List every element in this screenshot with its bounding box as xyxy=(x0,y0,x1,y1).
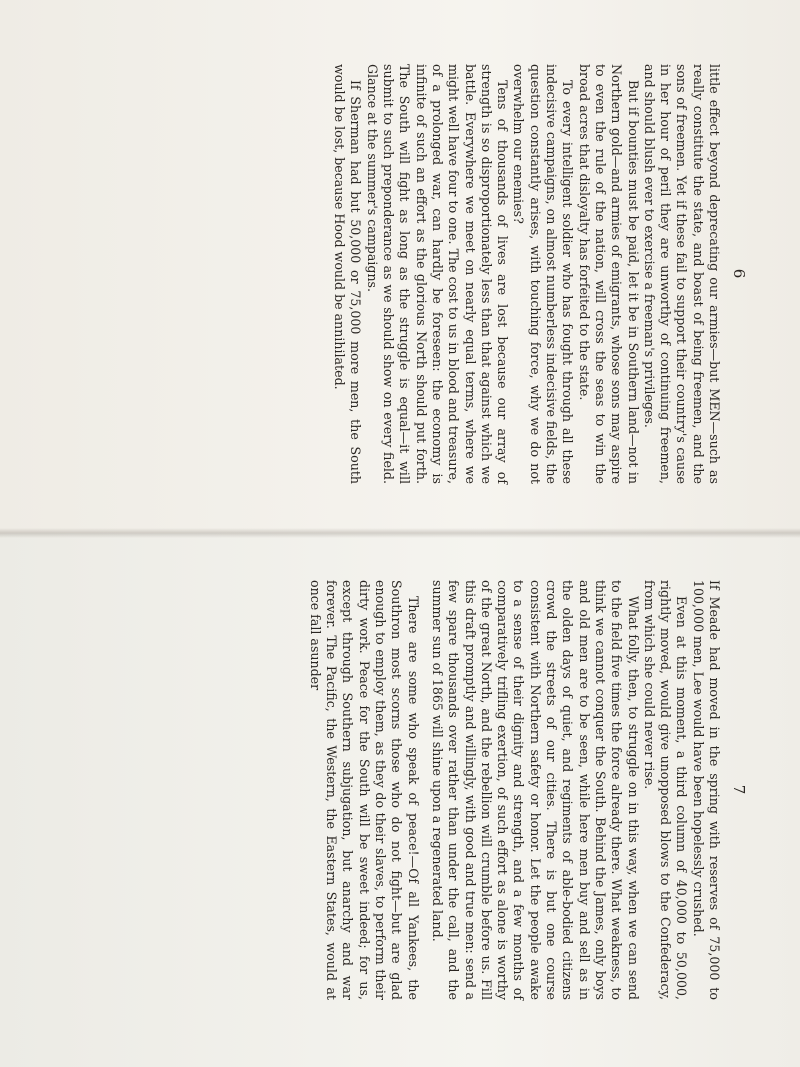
paragraph: Tens of thousands of lives are lost because our array of strength is so disproportionately less than that against which we battle. Everywhere we meet on nearly equal terms, where we might well have four to one. The cost to us in blood and treasure, of a prolonged war, can hardly be foreseen: the economy is infinite of such an effort as the glorious North should put forth. The South will fight as long as the struggle is equal—it will submit to such preponderance as we should show on every field. Glance at the summer's campaigns. xyxy=(364,64,511,484)
page-6 xyxy=(0,0,800,533)
paragraph: There are some who speak of peace!—Of all Yankees, the Southron most scorns those who do not fight—but are glad enough to employ them, as they do their slaves, to perform their dirty work. Peace for the South will be sweet indeed; for us, except through Southern subjugation, but anarchy and war forever. The Pacific, the Western, the Eastern States, would at once fall asunder xyxy=(307,580,421,1000)
page-6-body xyxy=(331,64,722,484)
page-7-text-block xyxy=(140,580,752,1000)
page-number-6: 6 xyxy=(730,268,748,280)
paragraph: If Sherman had but 50,000 or 75,000 more men, the South would be lost, because Hood would be annihilated. xyxy=(332,64,364,484)
page-number-7: 7 xyxy=(730,784,748,796)
paragraph: If Meade had moved in the spring with reserves of 75,000 to 100,000 men, Lee would have been hopelessly crushed. xyxy=(690,580,722,1000)
page-6-text-block xyxy=(200,64,752,484)
page-7 xyxy=(0,533,800,1067)
paragraph: But if bounties must be paid, let it be in Southern land—not in Northern gold—and armies of emigrants, whose sons may aspire to even the rule of the nation, will cross the seas to win the broad acres that disloyalty has forfeited to the state. xyxy=(576,64,641,484)
paragraph: Even at this moment, a third column of 40,000 to 50,000, rightly moved, would give unopposed blows to the Confederacy, from which she could never rise. xyxy=(641,580,690,1000)
paragraph: little effect beyond deprecating our armies—but MEN—such as really constitute the state, and boast of being freemen, and the sons of freemen. Yet if these fail to support their country's cause in her hour of peril they are unworthy of continuing freemen, and should blush ever to exercise a freeman's privileges. xyxy=(641,64,722,484)
page-7-body xyxy=(307,580,722,1000)
paragraph: To every intelligent soldier who has fought through all these indecisive campaigns, on almost numberless indecisive fields, the question constantly arises, with touching force, why we do not overwhelm our enemies? xyxy=(511,64,576,484)
paragraph: What folly, then, to struggle on in this way, when we can send to the field five times the force already there. What weakness, to think we cannot conquer the South. Behind the James, only boys and old men are to be seen, while here men buy and sell as in the olden days of quiet, and regiments of able-bodied citizens crowd the streets of our cities. There is but one course consistent with Northern safety or honor. Let the people awake to a sense of their dignity and strength, and a few months of comparatively trifling exertion, of such effort as alone is worthy of the great North, and the rebellion will crumble before us. Fill this draft promptly and willingly, with good and true men: send a few spare thousands over rather than under the call, and the summer sun of 1865 will shine upon a regenerated land. xyxy=(429,580,641,1000)
